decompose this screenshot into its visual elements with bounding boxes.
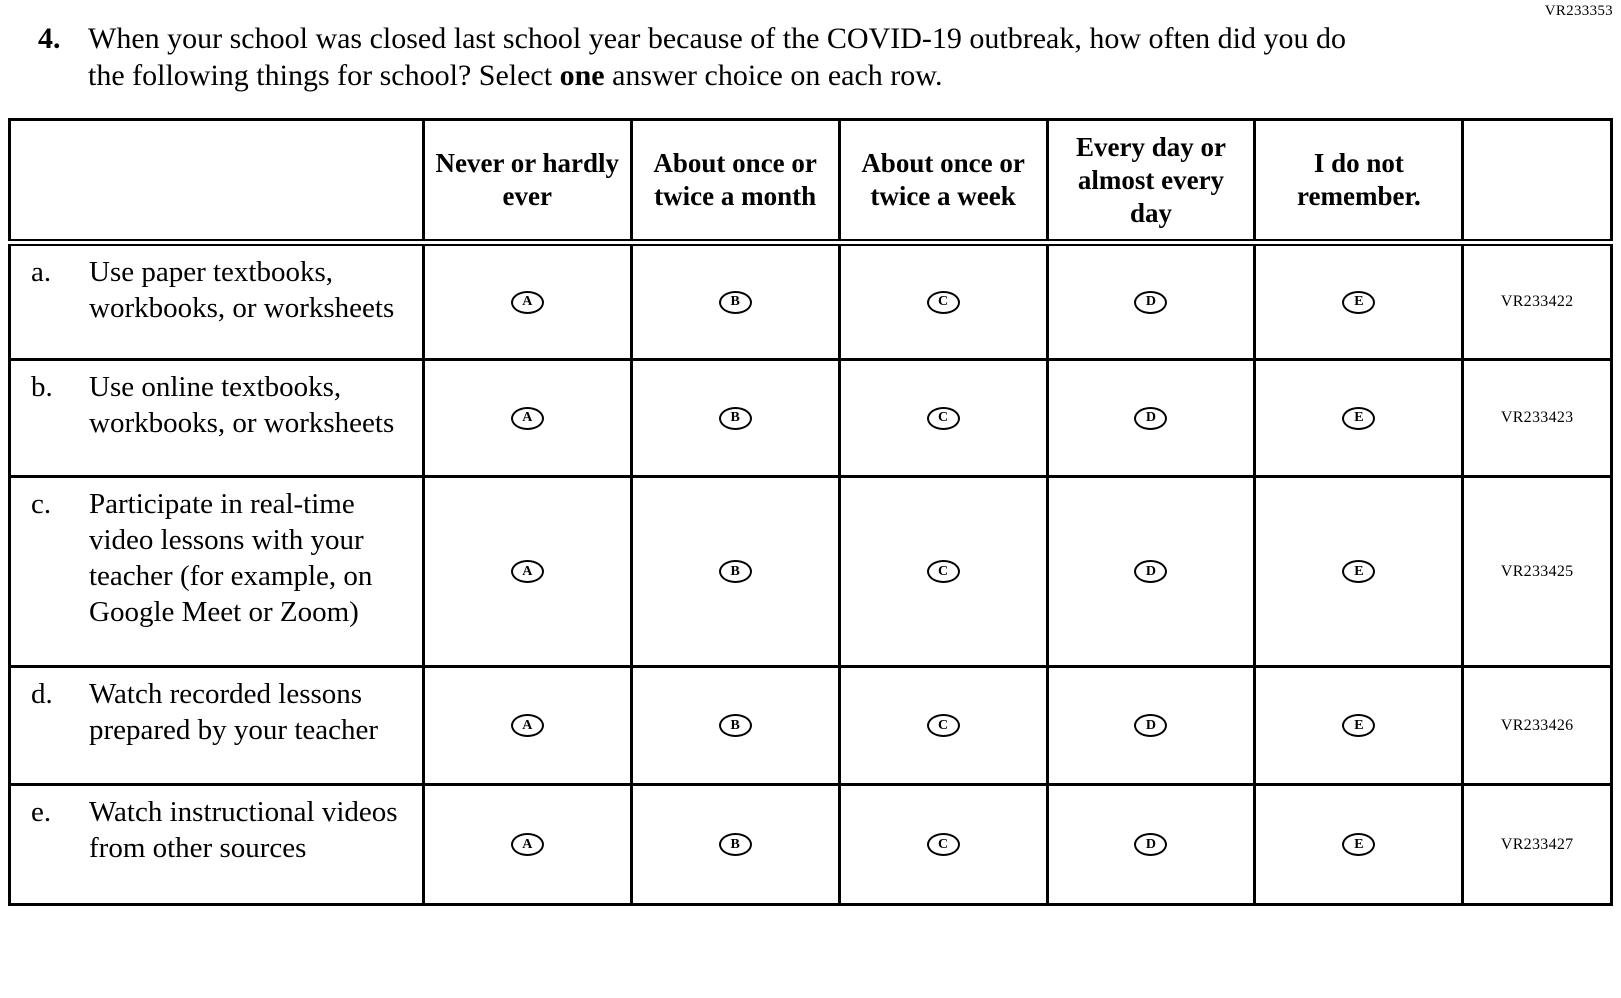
bubble-letter: C: [938, 294, 949, 309]
header-code-cell: [1463, 120, 1612, 243]
bubble-letter: D: [1145, 410, 1157, 425]
column-header-once-twice-month: About once or twice a month: [631, 120, 839, 243]
answer-bubble-A[interactable]: [511, 291, 544, 314]
row-code: VR233423: [1463, 360, 1612, 477]
bubble-letter: A: [522, 410, 533, 425]
question-text: [88, 20, 1368, 94]
row-letter: a.: [31, 256, 52, 288]
row-code: VR233427: [1463, 785, 1612, 905]
bubble-letter: C: [938, 410, 949, 425]
question-text-bold: one: [559, 59, 605, 92]
form-code: VR233353: [1544, 3, 1613, 19]
bubble-letter: E: [1354, 717, 1364, 733]
answer-bubble-E[interactable]: [1342, 714, 1375, 737]
bubble-letter: E: [1354, 563, 1364, 579]
row-label: Watch recorded lessons prepared by your teacher: [89, 678, 379, 746]
table-row: [10, 477, 1612, 667]
column-header-never: Never or hardly ever: [423, 120, 631, 243]
response-grid: [8, 118, 1613, 906]
question-text-part1: When your school was closed last school year because of the COVID-19 outbreak, how often did you do the following things for school? Select: [88, 22, 1347, 92]
header-row: [10, 120, 1612, 243]
option-cell-B: [631, 667, 839, 785]
option-cell-D: [1047, 477, 1255, 667]
bubble-letter: B: [730, 294, 740, 309]
option-cell-A: [423, 667, 631, 785]
bubble-letter: D: [1145, 294, 1157, 309]
option-cell-D: [1047, 667, 1255, 785]
option-cell-B: [631, 477, 839, 667]
option-cell-B: [631, 785, 839, 905]
table-row: [10, 785, 1612, 905]
answer-bubble-C[interactable]: [927, 714, 960, 737]
option-cell-D: [1047, 360, 1255, 477]
bubble-letter: B: [730, 563, 740, 579]
option-cell-E: [1255, 667, 1463, 785]
answer-bubble-D[interactable]: [1134, 714, 1167, 737]
bubble-letter: D: [1145, 717, 1157, 733]
option-cell-C: [839, 477, 1047, 667]
answer-bubble-A[interactable]: [511, 714, 544, 737]
table-row: [10, 667, 1612, 785]
answer-bubble-A[interactable]: [511, 407, 544, 430]
answer-bubble-D[interactable]: [1134, 833, 1167, 856]
bubble-letter: C: [938, 563, 949, 579]
bubble-letter: B: [730, 717, 740, 733]
option-cell-D: [1047, 243, 1255, 360]
row-code: VR233426: [1463, 667, 1612, 785]
answer-bubble-B[interactable]: [719, 291, 752, 314]
row-label-cell: [10, 667, 424, 785]
column-header-once-twice-week: About once or twice a week: [839, 120, 1047, 243]
option-cell-B: [631, 360, 839, 477]
option-cell-C: [839, 785, 1047, 905]
row-code: VR233425: [1463, 477, 1612, 667]
table-row: [10, 360, 1612, 477]
bubble-letter: A: [522, 717, 533, 733]
row-label: Watch instructional videos from other sources: [89, 796, 398, 864]
option-cell-A: [423, 360, 631, 477]
answer-bubble-E[interactable]: [1342, 291, 1375, 314]
column-header-do-not-remember: I do not remember.: [1255, 120, 1463, 243]
option-cell-E: [1255, 360, 1463, 477]
option-cell-A: [423, 243, 631, 360]
answer-bubble-C[interactable]: [927, 560, 960, 583]
answer-bubble-B[interactable]: [719, 833, 752, 856]
option-cell-D: [1047, 785, 1255, 905]
answer-bubble-B[interactable]: [719, 407, 752, 430]
row-letter: e.: [31, 796, 52, 828]
row-label-cell: [10, 477, 424, 667]
answer-bubble-B[interactable]: [719, 714, 752, 737]
row-label: Participate in real-time video lessons with your teacher (for example, on Google Meet or Zoom): [89, 488, 373, 628]
row-letter: b.: [31, 371, 53, 403]
header-stub-cell: [10, 120, 424, 243]
answer-bubble-D[interactable]: [1134, 407, 1167, 430]
row-label-cell: [10, 785, 424, 905]
row-code: VR233422: [1463, 243, 1612, 360]
option-cell-A: [423, 477, 631, 667]
bubble-letter: A: [522, 294, 533, 309]
answer-bubble-C[interactable]: [927, 833, 960, 856]
bubble-letter: B: [730, 836, 740, 852]
question-block: [38, 20, 1621, 94]
option-cell-C: [839, 243, 1047, 360]
row-label: Use online textbooks, workbooks, or worksheets: [89, 371, 395, 439]
option-cell-C: [839, 667, 1047, 785]
bubble-letter: C: [938, 717, 949, 733]
option-cell-E: [1255, 785, 1463, 905]
option-cell-C: [839, 360, 1047, 477]
row-letter: c.: [31, 488, 52, 520]
answer-bubble-A[interactable]: [511, 833, 544, 856]
question-number: 4.: [38, 22, 61, 55]
option-cell-A: [423, 785, 631, 905]
column-header-every-day: Every day or almost every day: [1047, 120, 1255, 243]
bubble-letter: B: [730, 410, 740, 425]
table-row: [10, 243, 1612, 360]
bubble-letter: C: [938, 836, 949, 852]
bubble-letter: E: [1354, 836, 1364, 852]
option-cell-E: [1255, 477, 1463, 667]
bubble-letter: D: [1145, 836, 1157, 852]
bubble-letter: E: [1354, 410, 1364, 425]
answer-bubble-B[interactable]: [719, 560, 752, 583]
row-letter: d.: [31, 678, 53, 710]
answer-bubble-E[interactable]: [1342, 560, 1375, 583]
answer-bubble-D[interactable]: [1134, 560, 1167, 583]
bubble-letter: E: [1354, 294, 1364, 309]
question-text-part2: answer choice on each row.: [604, 59, 943, 92]
answer-bubble-C[interactable]: [927, 407, 960, 430]
answer-bubble-C[interactable]: [927, 291, 960, 314]
option-cell-B: [631, 243, 839, 360]
answer-bubble-D[interactable]: [1134, 291, 1167, 314]
option-cell-E: [1255, 243, 1463, 360]
bubble-letter: D: [1145, 563, 1157, 579]
answer-bubble-E[interactable]: [1342, 833, 1375, 856]
bubble-letter: A: [522, 836, 533, 852]
answer-bubble-A[interactable]: [511, 560, 544, 583]
row-label-cell: [10, 360, 424, 477]
bubble-letter: A: [522, 563, 533, 579]
answer-bubble-E[interactable]: [1342, 407, 1375, 430]
row-label-cell: [10, 243, 424, 360]
row-label: Use paper textbooks, workbooks, or worksheets: [89, 256, 395, 324]
